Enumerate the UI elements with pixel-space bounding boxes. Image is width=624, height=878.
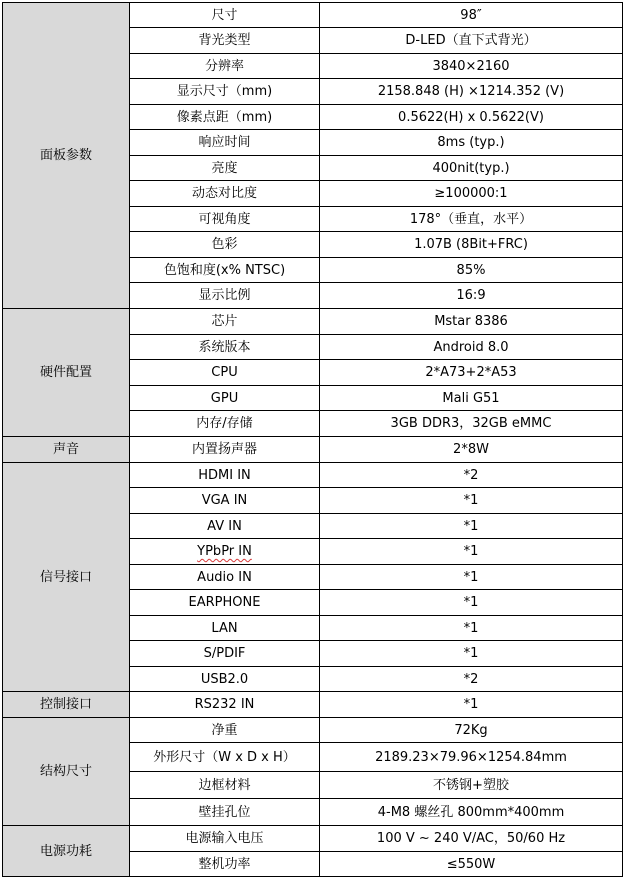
- spec-name: HDMI IN: [198, 467, 251, 483]
- spec-value: *1: [463, 646, 479, 661]
- spec-name: GPU: [210, 390, 239, 406]
- spec-value: 2158.848 (H) ×1214.352 (V): [377, 84, 565, 99]
- spec-value-cell: [320, 156, 623, 181]
- spec-name-cell: [130, 79, 320, 105]
- spec-value-cell: [320, 799, 623, 826]
- spec-name: 边框材料: [198, 777, 251, 793]
- spec-name: 显示比例: [198, 288, 251, 303]
- spec-name-cell: [130, 130, 320, 156]
- spec-value: 3GB DDR3，32GB eMMC: [390, 416, 552, 431]
- table-row: [3, 463, 623, 488]
- spec-value: *1: [463, 518, 479, 534]
- spec-name: 电源输入电压: [185, 831, 264, 846]
- spec-value: 1.07B (8Bit+FRC): [414, 237, 528, 252]
- spec-value-cell: [320, 181, 623, 207]
- spec-name-cell: [130, 692, 320, 718]
- spec-name-cell: [130, 360, 320, 386]
- spec-name: YPbPr IN: [197, 544, 252, 559]
- spec-name: 背光类型: [198, 33, 251, 48]
- spec-value-cell: [320, 826, 623, 852]
- category-cell: 电源功耗: [3, 826, 130, 877]
- spec-name: S/PDIF: [203, 646, 246, 661]
- table-row: [3, 3, 623, 28]
- spec-name: 亮度: [211, 160, 238, 176]
- spec-value: *2: [463, 467, 479, 483]
- category-cell: 面板参数: [3, 3, 130, 309]
- spec-name-cell: [130, 852, 320, 877]
- spec-name: CPU: [211, 365, 238, 380]
- spec-name-cell: [130, 411, 320, 437]
- table-row: [3, 692, 623, 718]
- spec-value: 2*A73+2*A53: [425, 365, 517, 380]
- spec-value: 72Kg: [454, 722, 488, 738]
- spec-name-cell: [130, 181, 320, 207]
- spec-name-cell: [130, 309, 320, 335]
- spec-name-cell: [130, 667, 320, 692]
- spec-value-cell: [320, 667, 623, 692]
- spec-value-cell: [320, 463, 623, 488]
- spec-name: 色彩: [211, 237, 238, 252]
- spec-value: 178°（垂直，水平）: [409, 211, 533, 227]
- spec-name-cell: [130, 539, 320, 565]
- spec-table: [2, 2, 623, 877]
- spec-value-cell: [320, 852, 623, 877]
- spec-value-cell: [320, 283, 623, 309]
- spec-value: *1: [463, 493, 479, 508]
- spec-name-cell: [130, 488, 320, 514]
- spec-value-cell: [320, 743, 623, 772]
- spec-value: 不锈钢+塑胶: [433, 777, 509, 793]
- spec-value-cell: [320, 232, 623, 258]
- spec-name: RS232 IN: [194, 697, 255, 712]
- spec-value: D-LED（直下式背光）: [405, 33, 537, 48]
- spec-name-cell: [130, 437, 320, 463]
- spec-name-cell: [130, 616, 320, 641]
- spec-name-cell: [130, 105, 320, 130]
- spec-value-cell: [320, 616, 623, 641]
- spec-value: *1: [463, 544, 479, 559]
- spec-name-cell: [130, 514, 320, 539]
- spec-value: 3840×2160: [432, 58, 510, 74]
- spec-name: 外形尺寸（W x D x H）: [153, 749, 296, 765]
- spec-value: *1: [463, 697, 479, 712]
- table-row: [3, 309, 623, 335]
- spec-name-cell: [130, 207, 320, 232]
- table-row: [3, 826, 623, 852]
- spec-name: 芯片: [211, 314, 238, 329]
- spec-name: Audio IN: [197, 569, 252, 585]
- spec-value-cell: [320, 79, 623, 105]
- spec-value: Mstar 8386: [434, 314, 508, 329]
- spec-name: 分辨率: [204, 58, 244, 74]
- spec-value-cell: [320, 565, 623, 590]
- spec-value: 100 V ~ 240 V/AC，50/60 Hz: [376, 831, 566, 846]
- spec-name: 响应时间: [198, 135, 251, 150]
- spec-name-cell: [130, 641, 320, 667]
- spec-value: ≥100000:1: [434, 186, 508, 201]
- spec-value: Android 8.0: [433, 339, 509, 355]
- spec-name: 像素点距（mm): [176, 109, 273, 125]
- spec-value: 0.5622(H) x 0.5622(V): [398, 109, 544, 125]
- spec-name: LAN: [211, 620, 238, 636]
- spec-name: EARPHONE: [188, 595, 261, 610]
- spec-name: 尺寸: [211, 7, 238, 23]
- spec-name: 色饱和度(x% NTSC): [163, 262, 286, 278]
- spec-name: 系统版本: [198, 339, 251, 355]
- spec-name: 动态对比度: [191, 186, 257, 201]
- spec-value-cell: [320, 258, 623, 283]
- spec-name: 壁挂孔位: [198, 804, 251, 820]
- spec-value-cell: [320, 130, 623, 156]
- spec-name-cell: [130, 799, 320, 826]
- spec-value-cell: [320, 335, 623, 360]
- spec-name-cell: [130, 565, 320, 590]
- spec-name-cell: [130, 54, 320, 79]
- spec-value: 16:9: [456, 288, 486, 303]
- spec-name: 整机功率: [198, 856, 251, 872]
- spec-name-cell: [130, 463, 320, 488]
- spec-name: AV IN: [207, 518, 242, 534]
- spec-name: USB2.0: [200, 671, 249, 687]
- spec-value: *1: [463, 569, 479, 585]
- spec-value-cell: [320, 590, 623, 616]
- spec-value: *1: [463, 620, 479, 636]
- spec-name-cell: [130, 28, 320, 54]
- spec-value-cell: [320, 207, 623, 232]
- spec-table-body: [3, 3, 623, 877]
- spec-value: 2*8W: [453, 442, 489, 457]
- spec-name: 内存/存储: [196, 416, 253, 431]
- category-cell: 声音: [3, 437, 130, 463]
- spec-value: ≤550W: [446, 856, 496, 872]
- category-cell: 信号接口: [3, 463, 130, 692]
- spec-name-cell: [130, 826, 320, 852]
- spec-value: *1: [463, 595, 479, 610]
- spec-name-cell: [130, 156, 320, 181]
- spec-name: VGA IN: [201, 493, 248, 508]
- spec-value-cell: [320, 692, 623, 718]
- spec-value-cell: [320, 411, 623, 437]
- spec-name: 可视角度: [198, 211, 251, 227]
- spec-value: 400nit(typ.): [432, 160, 510, 176]
- spec-name: 内置扬声器: [191, 442, 257, 457]
- spec-value: *2: [463, 671, 479, 687]
- spec-name-cell: [130, 718, 320, 743]
- spec-name: 净重: [211, 722, 238, 738]
- spec-value-cell: [320, 488, 623, 514]
- spec-value: 2189.23×79.96×1254.84mm: [375, 749, 567, 765]
- spec-value: Mali G51: [442, 390, 500, 406]
- spec-name-cell: [130, 335, 320, 360]
- spec-name: 显示尺寸（mm): [176, 84, 273, 99]
- spec-name-cell: [130, 258, 320, 283]
- category-cell: 结构尺寸: [3, 718, 130, 826]
- spec-value-cell: [320, 437, 623, 463]
- spec-value-cell: [320, 641, 623, 667]
- spec-value: 98″: [460, 7, 482, 23]
- category-cell: 硬件配置: [3, 309, 130, 437]
- spec-value-cell: [320, 386, 623, 411]
- spec-name-cell: [130, 232, 320, 258]
- spec-value-cell: [320, 718, 623, 743]
- spec-value: 4-M8 螺丝孔 800mm*400mm: [377, 804, 565, 820]
- table-row: [3, 437, 623, 463]
- category-cell: 控制接口: [3, 692, 130, 718]
- spec-value-cell: [320, 105, 623, 130]
- spec-value: 85%: [456, 262, 486, 278]
- spec-value-cell: [320, 772, 623, 799]
- spec-value: 8ms (typ.): [437, 135, 505, 150]
- spec-value-cell: [320, 514, 623, 539]
- table-row: [3, 718, 623, 743]
- spec-name-cell: [130, 386, 320, 411]
- spec-name-cell: [130, 590, 320, 616]
- spec-value-cell: [320, 54, 623, 79]
- spec-name-cell: [130, 283, 320, 309]
- spec-value-cell: [320, 28, 623, 54]
- spec-value-cell: [320, 539, 623, 565]
- spec-name-cell: [130, 772, 320, 799]
- spec-name-cell: [130, 743, 320, 772]
- spec-value-cell: [320, 3, 623, 28]
- spec-value-cell: [320, 360, 623, 386]
- spec-name-cell: [130, 3, 320, 28]
- spec-value-cell: [320, 309, 623, 335]
